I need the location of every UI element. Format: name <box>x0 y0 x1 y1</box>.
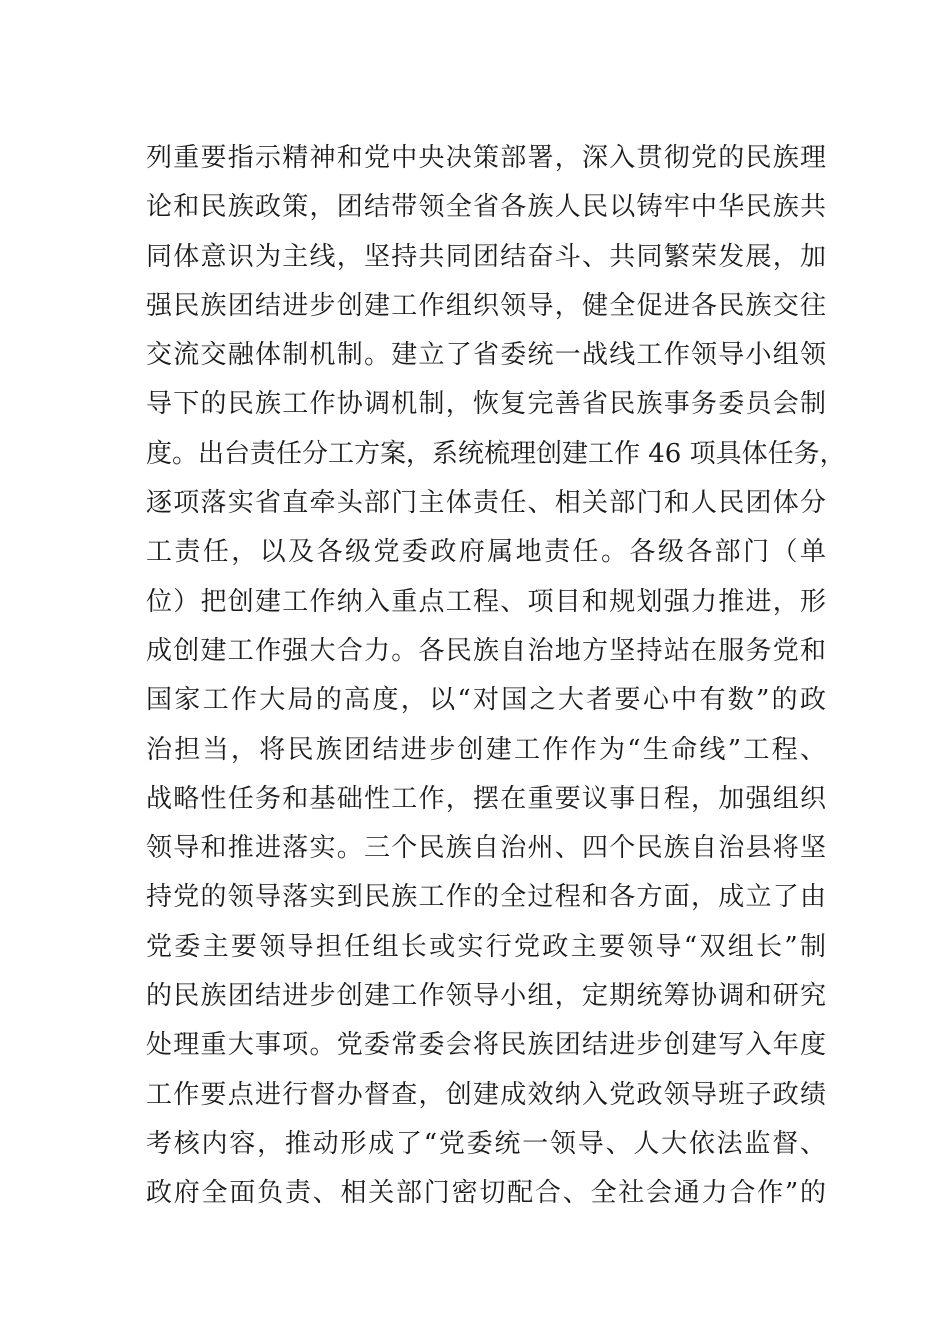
text-line: 列重要指示精神和党中央决策部署，深入贯彻党的民族理 <box>146 143 826 173</box>
text-line: 持党的领导落实到民族工作的全过程和各方面，成立了由 <box>146 882 826 913</box>
text-line: 处理重大事项。党委常委会将民族团结进步创建写入年度 <box>146 1030 826 1061</box>
text-line: 国家工作大局的高度，以“对国之大者要心中有数”的政 <box>146 685 826 716</box>
text-line: 论和民族政策，团结带领全省各族人民以铸牢中华民族共 <box>146 192 826 223</box>
text-line: 逐项落实省直牵头部门主体责任、相关部门和人民团体分 <box>146 488 826 519</box>
text-line: 工责任，以及各级党委政府属地责任。各级各部门（单 <box>146 537 826 568</box>
text-line: 工作要点进行督办督查，创建成效纳入党政领导班子政绩 <box>146 1079 826 1110</box>
text-line: 党委主要领导担任组长或实行党政主要领导“双组长”制 <box>146 931 826 962</box>
body-paragraph <box>146 134 846 1219</box>
text-line: 同体意识为主线，坚持共同团结奋斗、共同繁荣发展，加 <box>146 241 826 272</box>
text-line: 位）把创建工作纳入重点工程、项目和规划强力推进，形 <box>146 586 826 617</box>
text-line: 导下的民族工作协调机制，恢复完善省民族事务委员会制 <box>146 389 826 420</box>
text-line: 政府全面负责、相关部门密切配合、全社会通力合作”的 <box>146 1178 826 1209</box>
text-line: 考核内容，推动形成了“党委统一领导、人大依法监督、 <box>146 1128 826 1159</box>
text-line: 度。出台责任分工方案，系统梳理创建工作 46 项具体任务， <box>146 438 846 469</box>
text-line: 的民族团结进步创建工作领导小组，定期统筹协调和研究 <box>146 981 826 1012</box>
text-line: 交流交融体制机制。建立了省委统一战线工作领导小组领 <box>146 340 826 371</box>
text-line: 强民族团结进步创建工作组织领导，健全促进各民族交往 <box>146 290 826 321</box>
text-line: 成创建工作强大合力。各民族自治地方坚持站在服务党和 <box>146 635 826 666</box>
text-line: 治担当，将民族团结进步创建工作作为“生命线”工程、 <box>146 734 826 765</box>
text-line: 领导和推进落实。三个民族自治州、四个民族自治县将坚 <box>146 833 826 864</box>
text-line: 战略性任务和基础性工作，摆在重要议事日程，加强组织 <box>146 783 826 814</box>
